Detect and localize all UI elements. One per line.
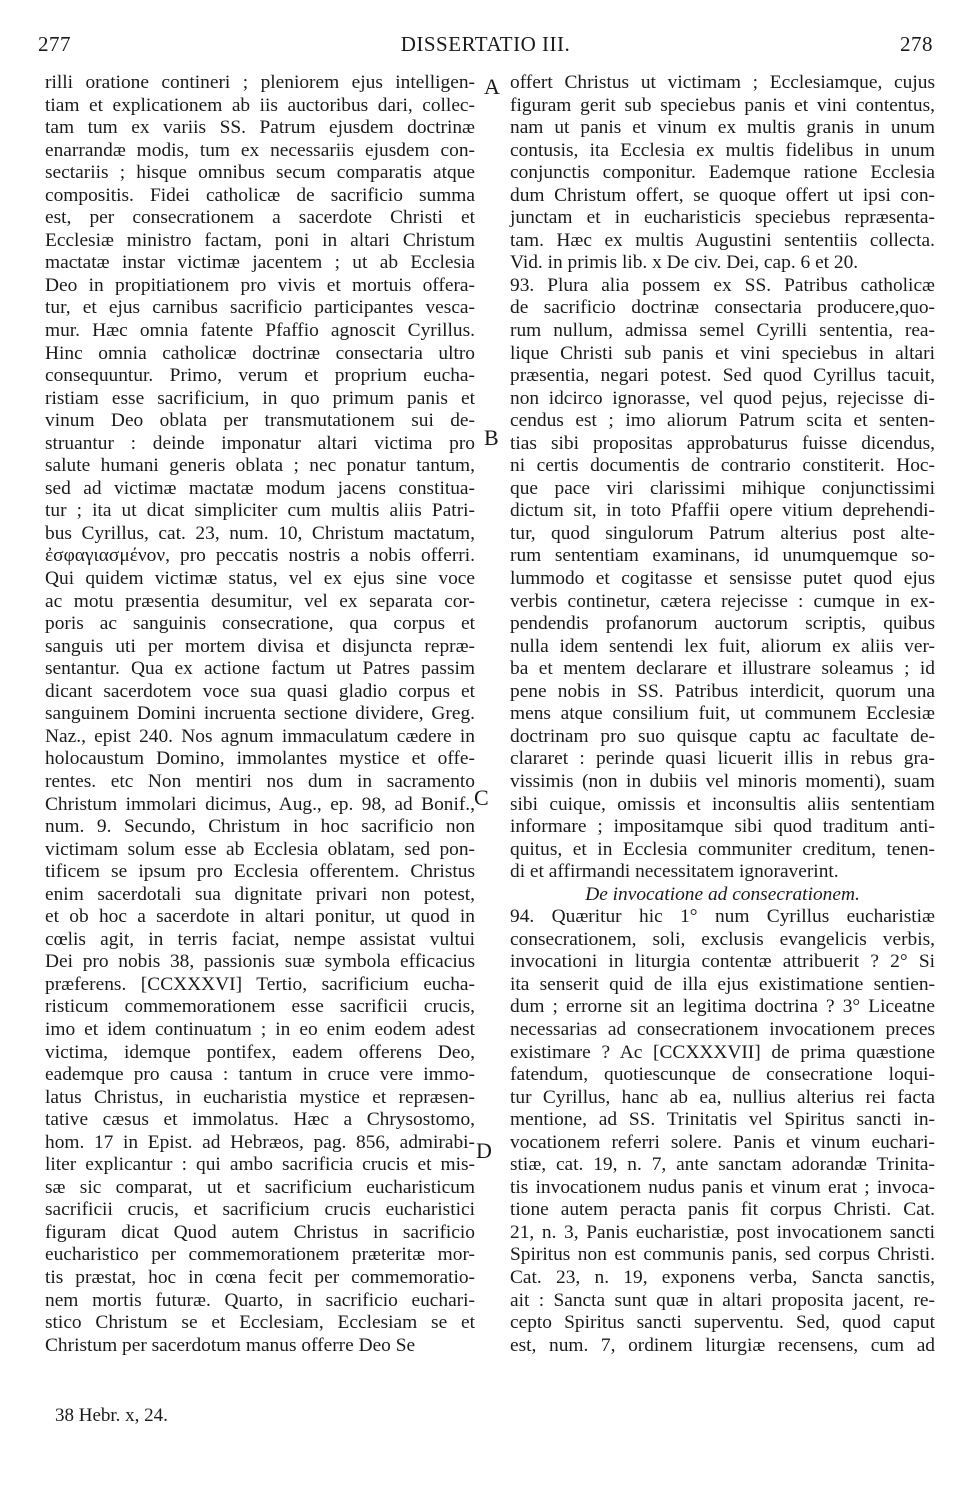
text-line: nulla idem sentendi lex fuit, aliorum ex aliis ver-	[510, 635, 935, 657]
text-line: pene nobis in SS. Patribus interdicit, quorum una	[510, 680, 935, 702]
margin-letter-a: A	[484, 74, 500, 99]
text-line: eademque pro causa : tantum in cruce vere immo-	[45, 1064, 475, 1086]
text-line: Dei pro nobis 38, passionis suæ symbola efficacius	[45, 951, 475, 973]
text-line: figuram gerit sub speciebus panis et vini contentus,	[510, 94, 935, 116]
text-line: ita senserit quid de illa ejus existimatione sentien-	[510, 973, 935, 995]
text-line: quitus, et in Ecclesia communiter creditum, tenen-	[510, 838, 935, 860]
text-line: tificem se ipsum pro Ecclesia offerentem. Christus	[45, 861, 475, 883]
text-line: 93. Plura alia possem ex SS. Patribus catholicæ	[510, 274, 935, 296]
text-line: Deo in propitiationem pro vivis et mortuis offera-	[45, 274, 475, 296]
text-line: eucharistico per commemorationem præteritæ mor-	[45, 1244, 475, 1266]
text-line: dum ; errorne sit an legitima doctrina ? 3° Liceatne	[510, 996, 935, 1018]
text-line: non idcirco ignorasse, vel quod pejus, rejecisse di-	[510, 387, 935, 409]
text-line: imo et idem continuatum ; in eo enim eodem adest	[45, 1018, 475, 1040]
running-title: DISSERTATIO III.	[400, 32, 571, 56]
page-number-left: 277	[38, 32, 71, 56]
text-line: holocaustum Domino, immolantes mystice et offe-	[45, 748, 475, 770]
text-line: est, num. 7, ordinem liturgiæ recensens, cum ad	[510, 1334, 935, 1356]
text-line: di et affirmandi necessitatem ignoraverint.	[510, 861, 839, 883]
text-line: ba et mentem declarare et illustrare soleamus ; id	[510, 658, 935, 680]
text-line: nem mortis futuræ. Quarto, in sacrificio euchari-	[45, 1289, 475, 1311]
text-line: tis præstat, hoc in cœna fecit per commemoratio-	[45, 1266, 475, 1288]
text-line: tative cæsus et immolatus. Hæc a Chrysostomo,	[45, 1109, 475, 1131]
text-line: Christum per sacerdotum manus offerre Deo Se	[45, 1334, 416, 1356]
text-line: Hinc omnia catholicæ doctrinæ consectaria ultro	[45, 342, 475, 364]
text-line: num. 9. Secundo, Christum in hoc sacrificio non	[45, 816, 475, 838]
text-line: enim sacerdotali sua dignitate privari non potest,	[45, 883, 475, 905]
text-line: figuram dicat Quod autem Christus in sacrificio	[45, 1221, 475, 1243]
text-line: tiam et explicationem ab iis auctoribus dari, collec-	[45, 94, 475, 116]
text-line: ἐσφαγιασμένον, pro peccatis nostris a nobis offerri.	[45, 545, 475, 567]
text-line: fatendum, quotiescunque de consecratione loqui-	[510, 1064, 935, 1086]
text-line: ristiam esse sacrificium, in quo primum panis et	[45, 387, 475, 409]
text-line: mactatæ instar victimæ jacentem ; ut ab Ecclesia	[45, 252, 475, 274]
text-line: Ecclesiæ ministro factam, poni in altari Christum	[45, 229, 475, 251]
text-line: conjunctis componitur. Eademque ratione Ecclesia	[510, 162, 935, 184]
text-line: victima, idemque pontifex, eadem offerens Deo,	[45, 1041, 475, 1063]
text-line: existimare ? Ac [CCXXXVII] de prima quæstione	[510, 1041, 935, 1063]
page-header	[38, 30, 933, 66]
text-line: præsentia, negari potest. Sed quod Cyrillus tacuit,	[510, 365, 935, 387]
text-line: vinum Deo oblata per transmutationem sui de-	[45, 410, 475, 432]
text-line: sæ sic comparat, ut et sacrificium eucharisticum	[45, 1176, 475, 1198]
text-line: mentione, ad SS. Trinitatis vel Spiritus sancti in-	[510, 1109, 935, 1131]
text-line: 94. Quæritur hic 1° num Cyrillus eucharistiæ	[510, 906, 935, 928]
text-line: que pace viri clarissimi mihique conjunctissimi	[510, 477, 935, 499]
text-line: rentes. etc Non mentiri nos dum in sacramento	[45, 770, 475, 792]
text-line: doctrinam pro suo quisque captu ac facultate de-	[510, 725, 935, 747]
text-line: est, per consecrationem a sacerdote Christi et	[45, 207, 475, 229]
text-line: sed ad victimæ mactatæ modum jacens constitua-	[45, 477, 475, 499]
text-line: dictum sit, in toto Pfaffii opere vitium deprehendi-	[510, 500, 935, 522]
text-line: ac motu præsentia desumitur, vel ex separata cor-	[45, 590, 475, 612]
text-line: cendus est ; imo aliorum Patrum scita et senten-	[510, 410, 935, 432]
text-line: compositis. Fidei catholicæ de sacrificio summa	[45, 184, 475, 206]
text-line: sibi cuique, omissis et inconsultis aliis sententiam	[510, 793, 935, 815]
text-line: sanguis uti per mortem divisa et disjuncta repræ-	[45, 635, 475, 657]
page-number-right: 278	[900, 32, 933, 56]
text-line: pendendis profanorum auctorum scriptis, quibus	[510, 613, 935, 635]
text-line: tam. Hæc ex multis Augustini sententiis collecta.	[510, 229, 935, 251]
text-line: tam tum ex variis SS. Patrum ejusdem doctrinæ	[45, 117, 475, 139]
text-line: sectariis ; hisque omnibus secum comparatis atque	[45, 162, 475, 184]
text-line: dicant sacerdotem voce sua quasi gladio corpus et	[45, 680, 475, 702]
text-line: verbis continetur, cætera rejecisse : cumque in ex-	[510, 590, 935, 612]
text-line: stico Christum se et Ecclesiam, Ecclesiam se et	[45, 1312, 475, 1334]
text-line: salute humani generis oblata ; nec ponatur tantum,	[45, 455, 475, 477]
text-line: dum Christum offert, se quoque offert ut ipsi con-	[510, 184, 935, 206]
text-line: nam ut panis et vinum ex multis granis in unum	[510, 117, 935, 139]
text-line: poris ac sanguinis consecratione, qua corpus et	[45, 613, 475, 635]
text-line: præferens. [CCXXXVI] Tertio, sacrificium eucha-	[45, 973, 475, 995]
text-line: Qui quidem victimæ status, vel ex ejus sine voce	[45, 568, 475, 590]
text-line: et ob hoc a sacerdote in altari ponitur, ut quod in	[45, 906, 475, 928]
text-line: risticum commemorationem esse sacrificii crucis,	[45, 996, 475, 1018]
margin-letter-b: B	[484, 425, 499, 450]
text-line: 21, n. 3, Panis eucharistiæ, post invocationem sancti	[510, 1221, 935, 1243]
text-line: mur. Hæc omnia fatente Pfaffio agnoscit Cyrillus.	[45, 320, 475, 342]
text-line: tione autem peracta panis fit corpus Christi. Cat.	[510, 1199, 935, 1221]
text-line: consequuntur. Primo, verum et proprium eucha-	[45, 365, 475, 387]
text-line: invocationi in liturgia contentæ attribuerit ? 2° Si	[510, 951, 935, 973]
text-line: mens atque consilium fuit, ut communem Ecclesiæ	[510, 703, 935, 725]
text-line: offert Christus ut victimam ; Ecclesiamque, cujus	[510, 72, 935, 93]
text-line: Cat. 23, n. 19, exponens verba, Sancta sanctis,	[510, 1266, 935, 1288]
text-line: Spiritus non est communis panis, sed corpus Christi.	[510, 1244, 935, 1266]
text-line: Naz., epist 240. Nos agnum immaculatum cædere in	[45, 725, 475, 747]
text-line: hom. 17 in Epist. ad Hebræos, pag. 856, admirabi-	[45, 1131, 475, 1153]
text-line: bus Cyrillus, cat. 23, num. 10, Christum mactatum,	[45, 522, 475, 544]
text-line: lummodo et cogitasse et sensisse putet quod ejus	[510, 568, 935, 590]
text-line: rum sententiam examinans, id unumquemque so-	[510, 545, 935, 567]
text-line: ait : Sancta sunt quæ in altari proposita jacent, re-	[510, 1289, 935, 1311]
text-line: lique Christi sub panis et vini speciebus in altari	[510, 342, 935, 364]
margin-letter-c: C	[474, 785, 489, 810]
right-column	[510, 72, 935, 1357]
text-line: sacrificii crucis, et sacrificium crucis eucharistici	[45, 1199, 475, 1221]
text-line: liter explicantur : qui ambo sacrificia crucis et mis-	[45, 1154, 475, 1176]
text-line: struantur : deinde imponatur altari victima pro	[45, 432, 475, 454]
text-line: vissimis (non in dubiis vel minoris momenti), suam	[510, 770, 935, 792]
text-line: enarrandæ modis, tum ex necessariis ejusdem con-	[45, 139, 475, 161]
text-line: sentantur. Qua ex actione factum ut Patres passim	[45, 658, 475, 680]
text-line: consecrationem, soli, exclusis evangelicis verbis,	[510, 928, 935, 950]
text-line: junctam et in eucharisticis speciebus repræsenta-	[510, 207, 935, 229]
text-line: Christum immolari dicimus, Aug., ep. 98, ad Bonif.,	[45, 793, 475, 815]
text-line: cepto Spiritus sancti superventu. Sed, quod caput	[510, 1312, 935, 1334]
text-line: tis invocationem nudus panis et vinum erat ; invoca-	[510, 1176, 935, 1198]
text-line: tias sibi propositas approbaturus fuisse dicendus,	[510, 432, 935, 454]
text-line: cœlis agit, in terris faciat, nempe assistat vultui	[45, 928, 475, 950]
text-line: sanguinem Domini incruenta sectione dividere, Greg.	[45, 703, 475, 725]
text-line: tur, et ejus carnibus sacrificio participantes vesca-	[45, 297, 475, 319]
text-line: vocationem referri solere. Panis et vinum euchari-	[510, 1131, 935, 1153]
margin-letter-d: D	[476, 1138, 492, 1163]
text-line: contusis, ita Ecclesia ex multis fidelibus in unum	[510, 139, 935, 161]
text-line: informare ; impositamque sibi quod traditum anti-	[510, 816, 935, 838]
text-line: De invocatione ad consecrationem.	[585, 883, 860, 905]
left-column	[45, 72, 475, 1357]
text-line: Vid. in primis lib. x De civ. Dei, cap. 6 et 20.	[510, 252, 859, 274]
footnote: 38 Hebr. x, 24.	[55, 1405, 168, 1426]
text-line: stiæ, cat. 19, n. 7, ante sanctam adorandæ Trinita-	[510, 1154, 935, 1176]
text-line: de sacrificio doctrinæ consectaria producere,quo-	[510, 297, 935, 319]
text-line: rum nullum, admissa semel Cyrilli sententia, rea-	[510, 320, 935, 342]
text-line: latus Christus, in eucharistia mystice et repræsen-	[45, 1086, 475, 1108]
text-line: tur Cyrillus, hanc ab ea, nullius alterius rei facta	[510, 1086, 935, 1108]
text-line: ni certis documentis de contrario constiterit. Hoc-	[510, 455, 935, 477]
text-line: tur ; ita ut dicat simpliciter cum multis aliis Patri-	[45, 500, 475, 522]
text-line: rilli oratione contineri ; pleniorem ejus intelligen-	[45, 72, 475, 93]
text-line: necessarias ad consecrationem invocationem preces	[510, 1018, 935, 1040]
text-line: victimam solum esse ab Ecclesia oblatam, sed pon-	[45, 838, 475, 860]
text-line: tur, quod singulorum Patrum alterius post alte-	[510, 522, 935, 544]
text-line: clararet : perinde quasi licuerit illis in rebus gra-	[510, 748, 935, 770]
